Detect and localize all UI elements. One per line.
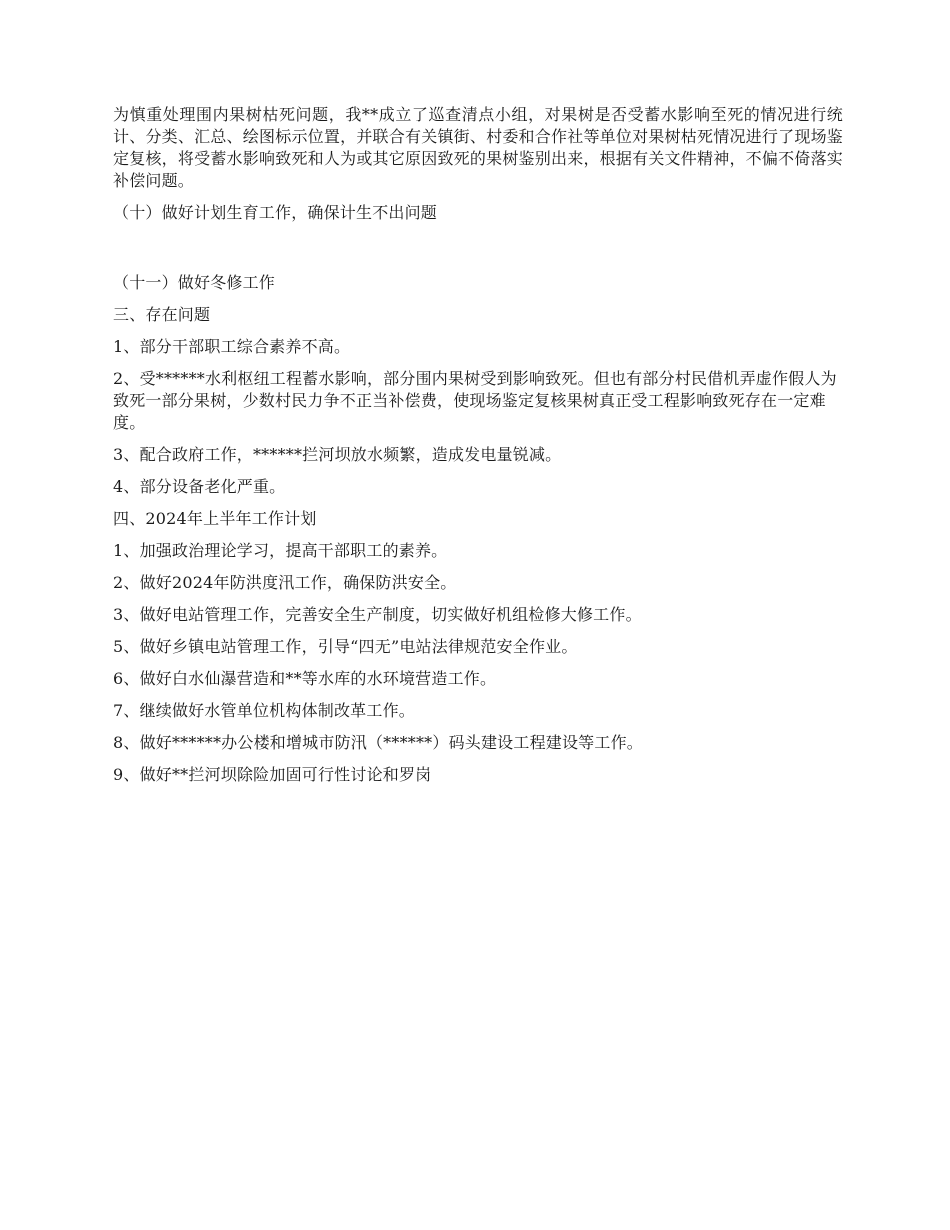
document-body	[113, 104, 843, 796]
section-heading-problems: 三、存在问题	[113, 305, 211, 324]
heading-winter-repair: （十一）做好冬修工作	[113, 273, 276, 292]
plan-item-6: 6、做好白水仙瀑营造和**等水库的水环境营造工作。	[113, 669, 497, 688]
plan-item-3: 3、做好电站管理工作，完善安全生产制度，切实做好机组检修大修工作。	[113, 605, 642, 624]
spacer	[113, 234, 843, 272]
heading-family-planning: （十）做好计划生育工作，确保计生不出问题	[113, 203, 438, 222]
problem-item-4: 4、部分设备老化严重。	[113, 477, 286, 496]
problem-item-1: 1、部分干部职工综合素养不高。	[113, 337, 351, 356]
paragraph-fruit-tree-handling: 为慎重处理围内果树枯死问题，我**成立了巡查清点小组，对果树是否受蓄水影响至死的情况进行统计、分类、汇总、绘图标示位置，并联合有关镇街、村委和合作社等单位对果树枯死情况进行了现场鉴定复核，将受蓄水影响致死和人为或其它原因致死的果树鉴别出来，根据有关文件精神，不偏不倚落实补偿问题。	[113, 105, 843, 190]
problem-item-3: 3、配合政府工作，******拦河坝放水频繁，造成发电量锐减。	[113, 445, 562, 464]
problem-item-2: 2、受******水利枢纽工程蓄水影响，部分围内果树受到影响致死。但也有部分村民借机弄虚作假人为致死一部分果树，少数村民力争不正当补偿费，使现场鉴定复核果树真正受工程影响致死存在一定难度。	[113, 369, 837, 432]
plan-item-2: 2、做好2024年防洪度汛工作，确保防洪安全。	[113, 573, 457, 592]
plan-item-5: 5、做好乡镇电站管理工作，引导“四无”电站法律规范安全作业。	[113, 637, 578, 656]
plan-item-1: 1、加强政治理论学习，提高干部职工的素养。	[113, 541, 448, 560]
section-heading-work-plan: 四、2024年上半年工作计划	[113, 509, 317, 528]
plan-item-8: 8、做好******办公楼和增城市防汛（******）码头建设工程建设等工作。	[113, 733, 643, 752]
plan-item-7: 7、继续做好水管单位机构体制改革工作。	[113, 701, 415, 720]
plan-item-9: 9、做好**拦河坝除险加固可行性讨论和罗岗	[113, 765, 432, 784]
